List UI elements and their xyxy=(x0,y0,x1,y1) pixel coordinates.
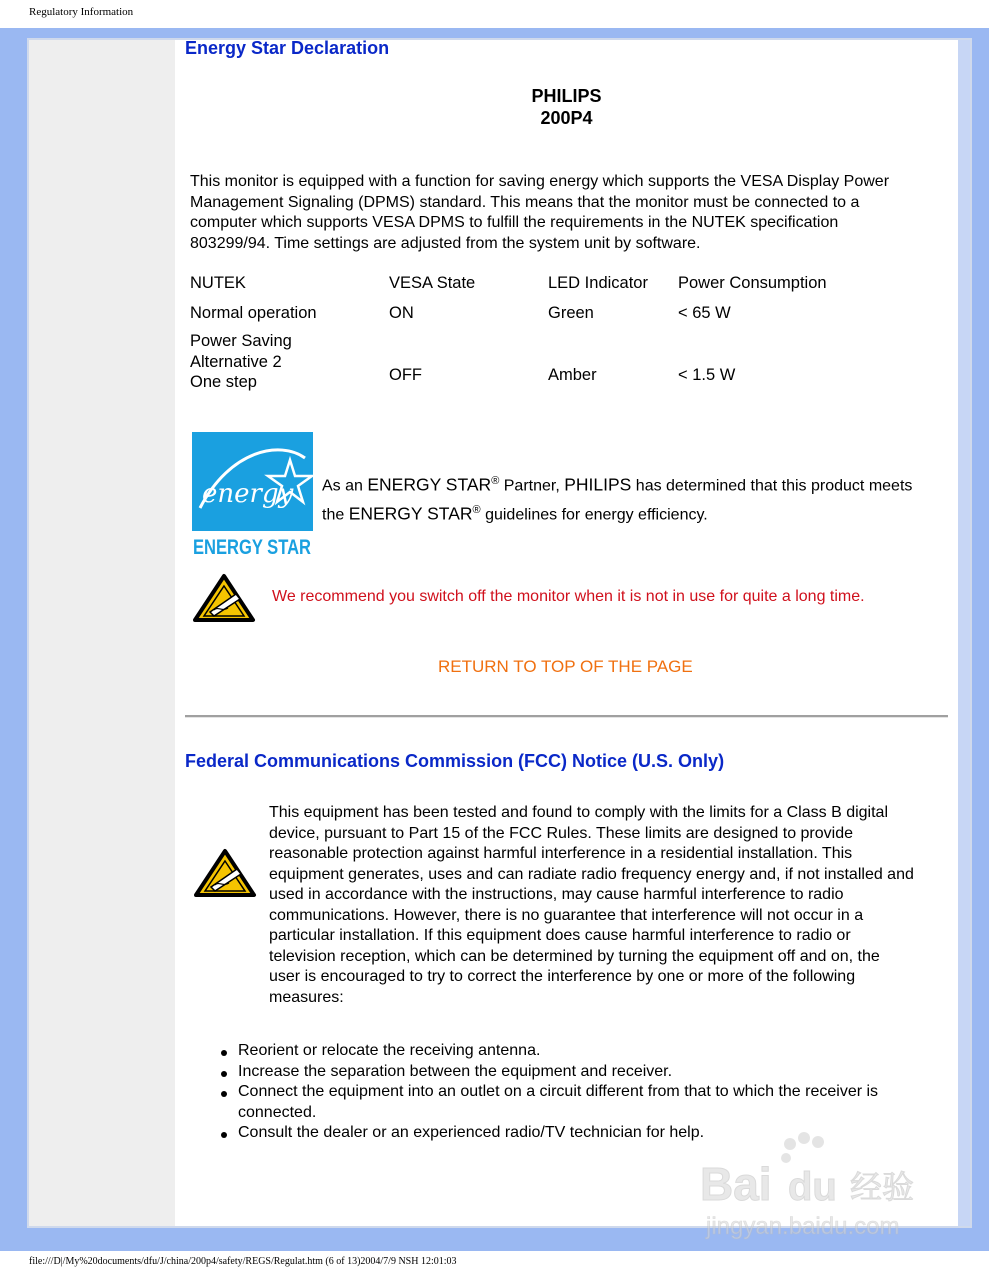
partner-text: As an xyxy=(322,477,368,495)
energy-star-term: ENERGY STAR xyxy=(367,474,492,495)
table-cell-power: < 65 W xyxy=(678,304,731,322)
left-navigation-column xyxy=(29,40,175,1226)
brand-name: PHILIPS xyxy=(531,86,602,106)
print-footer: file:///D|/My%20documents/dfu/J/china/200p4/safety/REGS/Regulat.htm (6 of 13)2004/7/9 NSH 12:01:03 xyxy=(29,1256,457,1267)
energy-intro-paragraph: This monitor is equipped with a function for saving energy which supports the VESA Display Power Management Signaling (DPMS) standard. This means that the monitor must be connected to a computer which supports VESA DPMS to fulfill the requirements in the NUTEK specification 803299/94. Time settings are adjusted from the system unit by software. xyxy=(190,173,890,252)
list-item: Consult the dealer or an experienced radio/TV technician for help. xyxy=(216,1123,926,1144)
energy-star-logo xyxy=(190,430,315,560)
baidu-jingyan-watermark xyxy=(700,1130,935,1245)
table-cell-led: Green xyxy=(548,304,594,322)
mode-line: Alternative 2 xyxy=(190,352,282,371)
watermark-cn: 经验 xyxy=(850,1168,915,1206)
mode-line: One step xyxy=(190,373,257,391)
model-number: 200P4 xyxy=(540,108,593,128)
fcc-measures-list xyxy=(216,1041,926,1144)
return-to-top-link[interactable]: RETURN TO TOP OF THE PAGE xyxy=(438,657,693,676)
energy-star-term: ENERGY STAR xyxy=(348,503,473,524)
partner-text: guidelines for energy efficiency. xyxy=(480,506,708,524)
registered-mark: ® xyxy=(491,475,500,487)
list-item: Increase the separation between the equipment and receiver. xyxy=(216,1062,926,1083)
list-item: Connect the equipment into an outlet on a circuit different from that to which the receiver is connected. xyxy=(216,1082,926,1123)
table-header-vesa-state: VESA State xyxy=(389,274,476,292)
list-item: Reorient or relocate the receiving antenna. xyxy=(216,1041,926,1062)
table-header-nutek: NUTEK xyxy=(190,274,246,292)
fcc-title: Federal Communications Commission (FCC) Notice (U.S. Only) xyxy=(185,751,725,771)
watermark-brand: Bai xyxy=(700,1158,772,1210)
philips-term: PHILIPS xyxy=(564,474,632,495)
table-cell-power: < 1.5 W xyxy=(678,366,736,384)
energy-star-title: Energy Star Declaration xyxy=(185,38,390,58)
watermark-url: jingyan.baidu.com xyxy=(706,1213,900,1240)
table-cell-mode: Normal operation xyxy=(190,304,317,322)
table-cell-mode xyxy=(190,331,292,393)
table-header-led-indicator: LED Indicator xyxy=(548,274,648,292)
partner-text: Partner, xyxy=(499,477,565,495)
section-divider xyxy=(185,715,948,718)
table-header-power-consumption: Power Consumption xyxy=(678,274,827,292)
energy-partner-statement xyxy=(322,469,922,528)
table-cell-state: OFF xyxy=(389,366,422,384)
energy-script: energy xyxy=(202,479,294,509)
energy-star-caption: ENERGY STAR xyxy=(193,536,311,559)
mode-line: Power Saving xyxy=(190,332,292,350)
table-cell-led: Amber xyxy=(548,366,597,384)
fcc-notice-paragraph: This equipment has been tested and found to comply with the limits for a Class B digital device, pursuant to Part 15 of the FCC Rules. These limits are designed to provide reasonable protection against harmful interference in a residential installation. This equipment generates, uses and can radiate radio frequency energy and, if not installed and used in accordance with the instructions, may cause harmful interference to radio communications. However, there is no guarantee that interference will not occur in a particular installation. If this equipment does cause harmful interference to radio or television reception, which can be determined by turning the equipment off and on, the user is encouraged to try to correct the interference by one or more of the following measures: xyxy=(269,804,914,1006)
watermark-brand: du xyxy=(788,1165,837,1209)
caution-note-icon xyxy=(193,847,257,899)
partner-text: has determined that this product meets the xyxy=(322,477,913,524)
print-header: Regulatory Information xyxy=(29,6,134,18)
registered-mark: ® xyxy=(472,504,481,517)
right-strip xyxy=(958,40,970,1226)
recommendation-warning: We recommend you switch off the monitor when it is not in use for quite a long time. xyxy=(272,588,865,605)
caution-note-icon xyxy=(192,572,256,624)
table-cell-state: ON xyxy=(389,304,414,322)
model-heading xyxy=(430,85,703,129)
